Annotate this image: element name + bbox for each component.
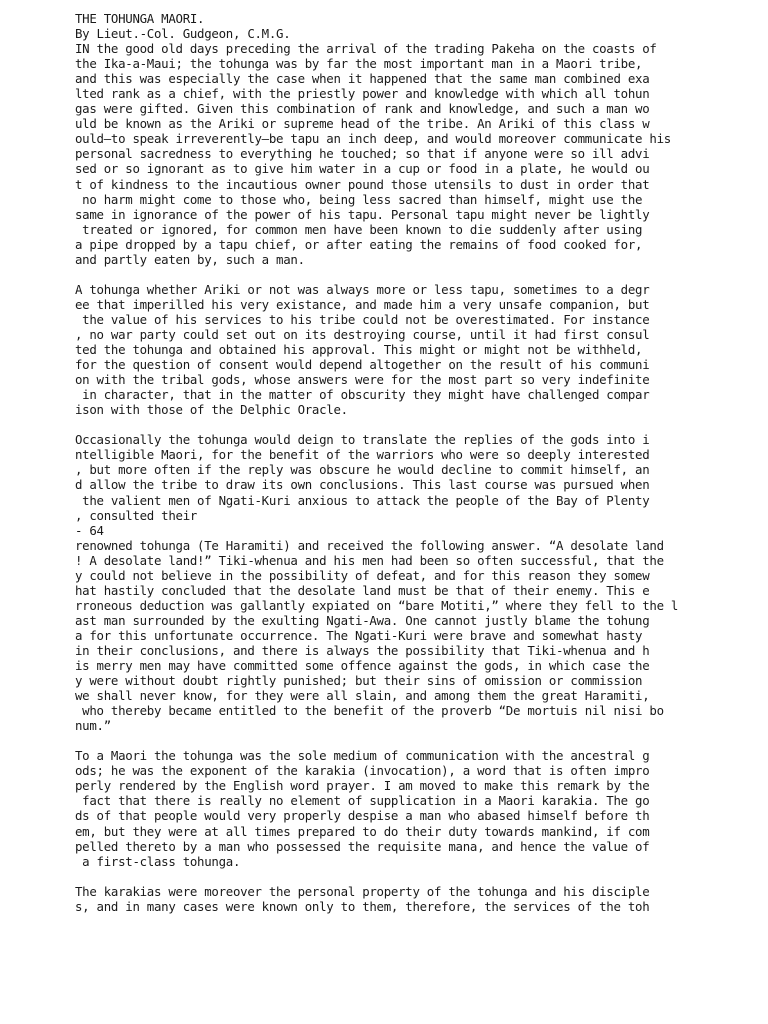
text-line: ould—to speak irreverently—be tapu an inch deep, and would moreover communicate his — [75, 131, 671, 147]
text-line: ods; he was the exponent of the karakia (invocation), a word that is often impro — [75, 763, 650, 779]
text-line: y were without doubt rightly punished; but their sins of omission or commission — [75, 673, 643, 689]
text-line: To a Maori the tohunga was the sole medium of communication with the ancestral g — [75, 748, 650, 764]
text-line: , no war party could set out on its destroying course, until it had first consul — [75, 326, 650, 342]
text-line: d allow the tribe to draw its own conclusions. This last course was pursued when — [75, 477, 650, 493]
document-text — [75, 11, 765, 914]
text-line: renowned tohunga (Te Haramiti) and received the following answer. “A desolate land — [75, 537, 664, 553]
text-line: - 64 — [75, 522, 104, 538]
text-line: in their conclusions, and there is always the possibility that Tiki-whenua and h — [75, 642, 650, 658]
text-line: uld be known as the Ariki or supreme head of the tribe. An Ariki of this class w — [75, 116, 650, 132]
text-line: we shall never know, for they were all slain, and among them the great Haramiti, — [75, 688, 650, 704]
text-line: ast man surrounded by the exulting Ngati-Awa. One cannot justly blame the tohung — [75, 612, 650, 628]
text-line: in character, that in the matter of obscurity they might have challenged compar — [75, 387, 650, 403]
text-line: perly rendered by the English word prayer. I am moved to make this remark by the — [75, 778, 650, 794]
text-line: the valient men of Ngati-Kuri anxious to attack the people of the Bay of Plenty — [75, 492, 650, 508]
text-line: s, and in many cases were known only to them, therefore, the services of the toh — [75, 898, 650, 914]
text-line: num.” — [75, 718, 111, 734]
text-line: fact that there is really no element of supplication in a Maori karakia. The go — [75, 793, 650, 809]
text-line: same in ignorance of the power of his tapu. Personal tapu might never be lightly — [75, 206, 650, 222]
text-line: ! A desolate land!” Tiki-whenua and his men had been so often successful, that the — [75, 552, 664, 568]
text-line: on with the tribal gods, whose answers were for the most part so very indefinite — [75, 372, 650, 388]
paragraph — [75, 41, 765, 267]
document-body — [75, 41, 765, 914]
text-line: no harm might come to those who, being less sacred than himself, might use the — [75, 191, 643, 207]
text-line: for the question of consent would depend altogether on the result of his communi — [75, 357, 650, 373]
paragraph — [75, 748, 765, 868]
text-line: The karakias were moreover the personal property of the tohunga and his disciple — [75, 883, 650, 899]
text-line: sed or so ignorant as to give him water in a cup or food in a plate, he would ou — [75, 161, 650, 177]
text-line: ntelligible Maori, for the benefit of the warriors who were so deeply interested — [75, 447, 650, 463]
text-line: hat hastily concluded that the desolate land must be that of their enemy. This e — [75, 582, 650, 598]
text-line: a pipe dropped by a tapu chief, or after eating the remains of food cooked for, — [75, 236, 643, 252]
text-line: who thereby became entitled to the benefit of the proverb “De mortuis nil nisi bo — [75, 703, 664, 719]
text-line: ee that imperilled his very existance, and made him a very unsafe companion, but — [75, 296, 650, 312]
paragraph — [75, 282, 765, 417]
text-line: IN the good old days preceding the arrival of the trading Pakeha on the coasts of — [75, 41, 657, 57]
text-line: rroneous deduction was gallantly expiated on “bare Motiti,” where they fell to the l — [75, 597, 679, 613]
text-line: Occasionally the tohunga would deign to translate the replies of the gods into i — [75, 432, 650, 448]
text-line: a for this unfortunate occurrence. The Ngati-Kuri were brave and somewhat hasty — [75, 627, 643, 643]
text-line: pelled thereto by a man who possessed the requisite mana, and hence the value of — [75, 838, 650, 854]
paragraph — [75, 884, 765, 914]
text-line: lted rank as a chief, with the priestly power and knowledge with which all tohun — [75, 86, 650, 102]
text-line: , but more often if the reply was obscure he would decline to commit himself, an — [75, 462, 650, 478]
text-line: t of kindness to the incautious owner pound those utensils to dust in order that — [75, 176, 650, 192]
text-line: gas were gifted. Given this combination of rank and knowledge, and such a man wo — [75, 101, 650, 117]
text-line: ds of that people would very properly despise a man who abased himself before th — [75, 808, 650, 824]
text-line: ison with those of the Delphic Oracle. — [75, 402, 348, 418]
text-line: a first-class tohunga. — [75, 853, 241, 869]
text-line: ted the tohunga and obtained his approval. This might or might not be withheld, — [75, 342, 643, 358]
document-byline: By Lieut.-Col. Gudgeon, C.M.G. — [75, 26, 291, 42]
text-line: , consulted their — [75, 507, 198, 523]
text-line: personal sacredness to everything he touched; so that if anyone were so ill advi — [75, 146, 650, 162]
text-line: and partly eaten by, such a man. — [75, 251, 305, 267]
document-title: THE TOHUNGA MAORI. — [75, 11, 205, 26]
text-line: A tohunga whether Ariki or not was always more or less tapu, sometimes to a degr — [75, 281, 650, 297]
paragraph — [75, 432, 765, 733]
text-line: the value of his services to his tribe could not be overestimated. For instance — [75, 311, 650, 327]
text-line: is merry men may have committed some offence against the gods, in which case the — [75, 658, 650, 674]
text-line: and this was especially the case when it happened that the same man combined exa — [75, 71, 650, 87]
text-line: y could not believe in the possibility of defeat, and for this reason they somew — [75, 567, 650, 583]
text-line: the Ika-a-Maui; the tohunga was by far the most important man in a Maori tribe, — [75, 56, 643, 72]
text-line: em, but they were at all times prepared to do their duty towards mankind, if com — [75, 823, 650, 839]
text-line: treated or ignored, for common men have been known to die suddenly after using — [75, 221, 643, 237]
